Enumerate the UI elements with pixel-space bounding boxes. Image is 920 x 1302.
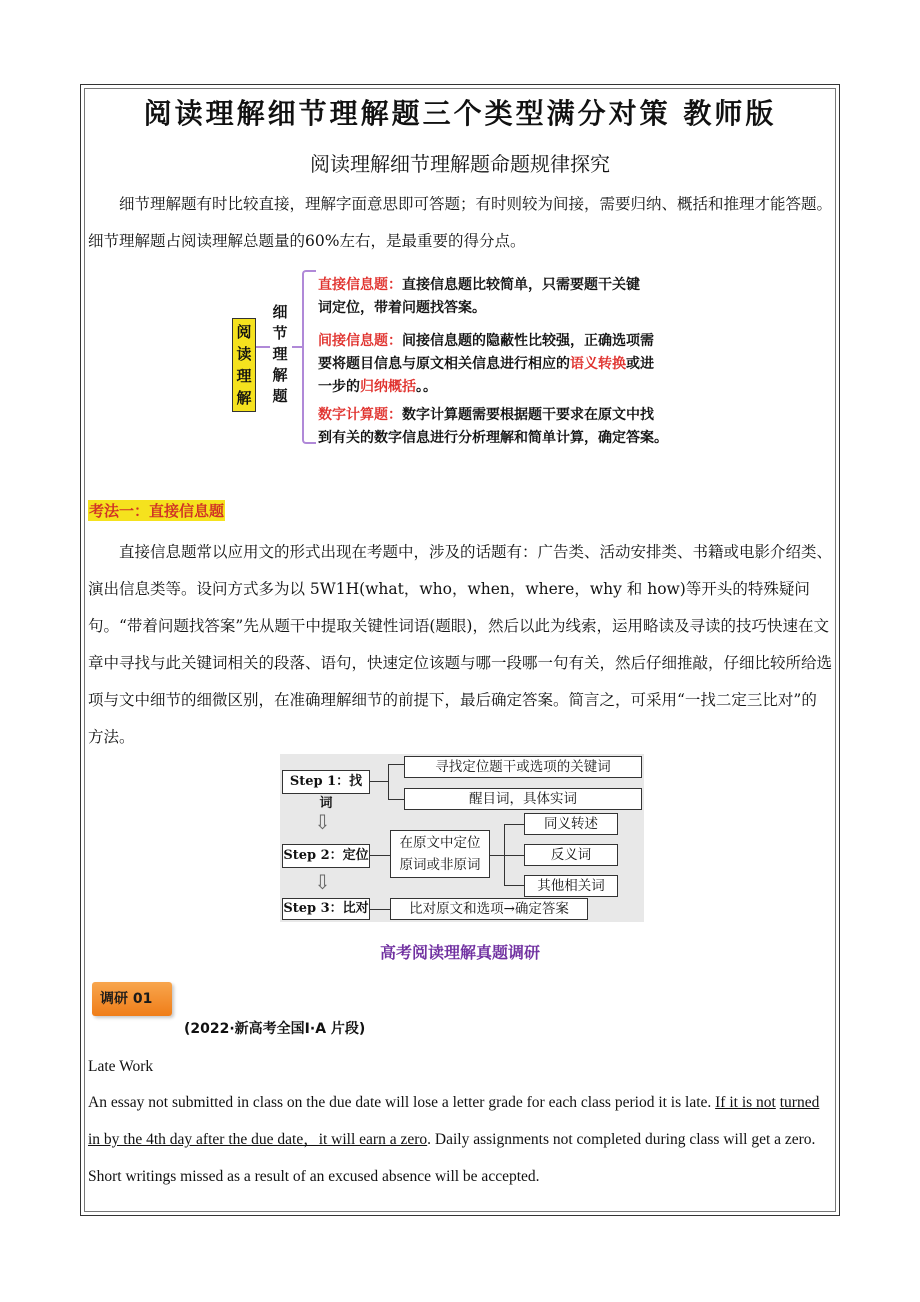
section-paragraph-2: “带着问题找答案”先从题干中提取关键性词语(题眼)，然后以此为线索，运用略读及寻读的技巧快速在文章中寻找与此关键词相关的段落、语句，快速定位该题与哪一段哪一句有关，然后仔细推敲，仔细比较所给选项与文中细节的细微区别，在准确理解细节的前提下，最后确定答案。简言之，可采用“一找二定三比对”的方法。 [88, 617, 833, 746]
section-paragraph-1: 直接信息题常以应用文的形式出现在考题中，涉及的话题有：广告类、活动安排类、书籍或电影介绍类、演出信息类等。设问方式多为以 5W1H(what，who，when，where，why 和 how)等开头的特殊疑问句。 [88, 543, 833, 635]
mindmap-item-indirect: 间接信息题：间接信息题的隐蔽性比较强，正确选项需 要将题目信息与原文相关信息进行相应的语义转换或进 一步的归纳概括。。 [318, 333, 654, 395]
step-3-compare-box: 比对原文和选项→确定答案 [390, 898, 588, 920]
mindmap-mid: 细节理解题 [272, 303, 288, 405]
step-2-related-box: 其他相关词 [524, 875, 618, 897]
mindmap-connector [292, 346, 302, 348]
research-source: (2022·新高考全国Ⅰ·A 片段) [184, 1021, 366, 1037]
mindmap-item-label: 直接信息题： [318, 277, 402, 293]
step-2-antonym-box: 反义词 [524, 844, 618, 866]
research-badge: 调研 01 [92, 982, 172, 1016]
mindmap-bracket [302, 270, 316, 444]
step-2-locate-box: 在原文中定位 原词或非原词 [390, 830, 490, 878]
underlined-text: turned in by the 4th day after the due date，it will earn a zero [88, 1094, 820, 1148]
mindmap-root: 阅读理解 [232, 318, 256, 412]
flow-connector [370, 909, 390, 910]
step-1-box: Step 1：找 词 [282, 770, 370, 794]
flow-connector [388, 764, 389, 800]
mindmap-item-number: 数字计算题：数字计算题需要根据题干要求在原文中找 到有关的数字信息进行分析理解和简单计算，确定答案。 [318, 407, 668, 446]
mindmap-item-label: 数字计算题： [318, 407, 402, 423]
underlined-text: If it is not [715, 1094, 776, 1111]
page-subtitle: 阅读理解细节理解题命题规律探究 [310, 152, 610, 176]
down-arrow-icon: ⇩ [314, 810, 331, 834]
page-title: 阅读理解细节理解题三个类型满分对策 教师版 [143, 97, 777, 130]
step-2-box: Step 2：定位 [282, 844, 370, 868]
flow-connector [490, 855, 504, 856]
flow-connector [504, 855, 524, 856]
flow-connector [370, 781, 388, 782]
passage-title: Late Work [88, 1058, 154, 1075]
step-flow-diagram [280, 754, 644, 922]
step-1-option-b: 醒目词，具体实词 [404, 788, 642, 810]
step-1-option-a: 寻找定位题干或选项的关键词 [404, 756, 642, 778]
step-2-synonym-box: 同义转述 [524, 813, 618, 835]
mindmap-item-direct: 直接信息题：直接信息题比较简单，只需要题干关键 词定位，带着问题找答案。 [318, 277, 640, 316]
flow-connector [388, 764, 404, 765]
section-heading: 考法一：直接信息题 [89, 502, 225, 520]
research-heading: 高考阅读理解真题调研 [379, 943, 540, 962]
flow-connector [504, 824, 524, 825]
down-arrow-icon: ⇩ [314, 870, 331, 894]
passage-text: An essay not submitted in class on the due date will lose a letter grade for each class period it is late. If it is not turned in by the 4th day after the due date，it will earn a zero. Daily assignments not completed during class will get a zero. Short writings missed as a result of an excused absence will be accepted. [88, 1094, 820, 1185]
intro-paragraph: 细节理解题有时比较直接，理解字面意思即可答题；有时则较为间接，需要归纳、概括和推理才能答题。细节理解题占阅读理解总题量的60%左右，是最重要的得分点。 [88, 195, 833, 250]
step-3-box: Step 3：比对 [282, 898, 370, 920]
flow-connector [370, 855, 390, 856]
mindmap-item-label: 间接信息题： [318, 333, 402, 349]
flow-connector [388, 799, 404, 800]
flow-connector [504, 885, 524, 886]
mindmap-connector [256, 346, 270, 348]
